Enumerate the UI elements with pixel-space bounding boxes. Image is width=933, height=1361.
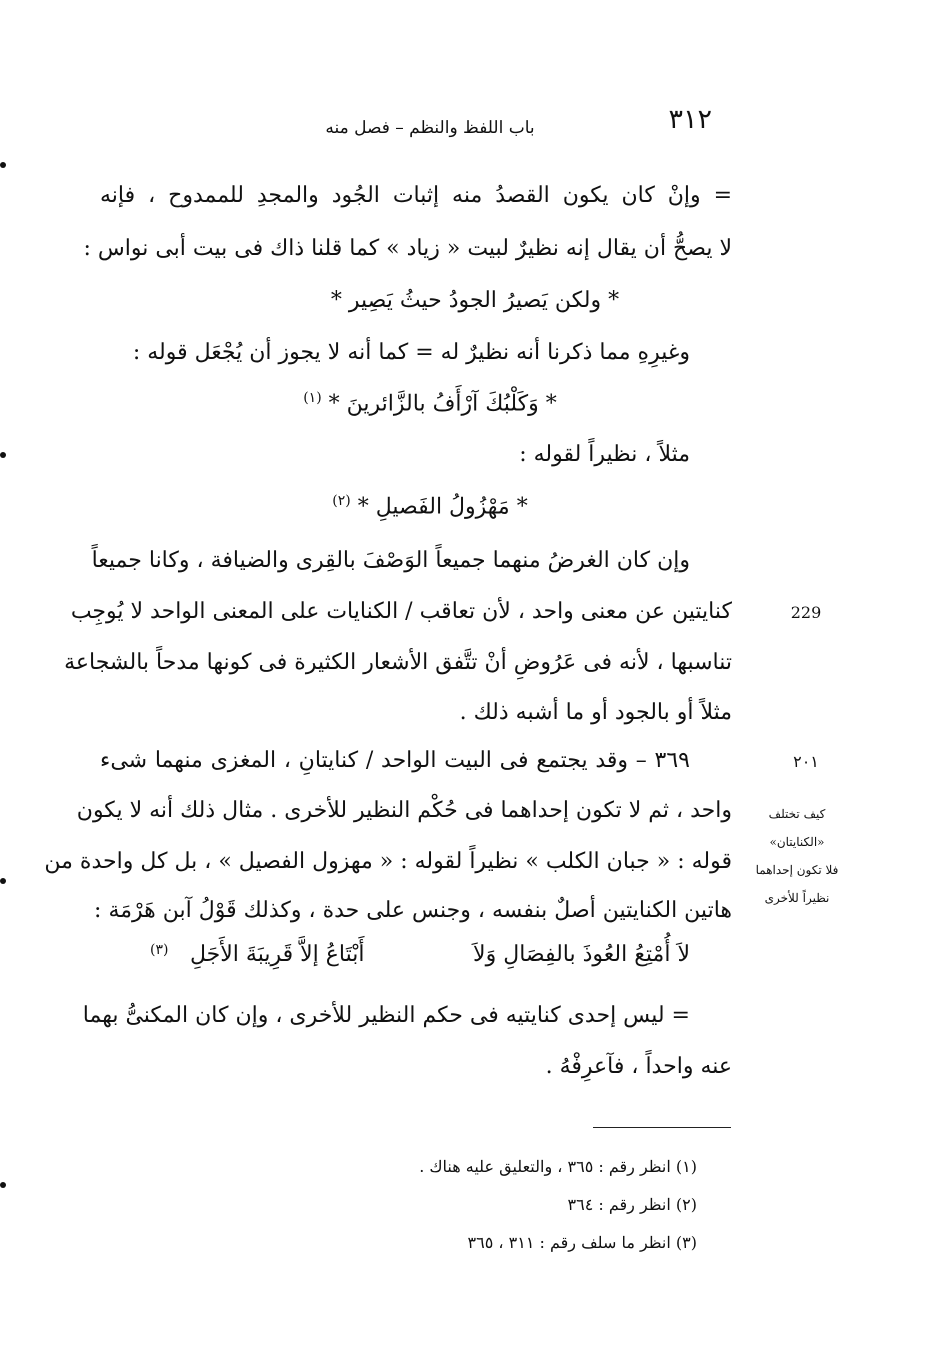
verse-2 [270,390,590,416]
page-number: ٣١٢ [668,104,712,135]
body-line-3: وغيرِهِ مما ذكرنا أنه نظيرٌ له = كما أنه لا يجوز أن يُجْعَل قوله : [132,340,690,365]
body-line-13: = ليس إحدى كنايتيه فى حكم النظير للأخرى ، وإن كان المكنىُّ بهما [82,1003,690,1028]
scan-edge-mark [0,878,6,884]
body-line-1: = وإنْ كان يكون القصدُ منه إثبات الجُود والمجدِ للممدوح ، فإنه [100,183,732,208]
margin-note-line-2: فلا تكون إحداهما [755,863,839,877]
scan-edge-mark [0,452,6,458]
body-line-5: وإن كان الغرضُ منهما جميعاً الوَصْفَ بالقِرى والضيافة ، وكانا جميعاً [91,548,690,573]
body-line-2: لا يصحُّ أن يقال إنه نظيرٌ لبيت « زياد » كما قلنا ذاك فى بيت أبى نواس : [83,236,732,261]
running-title: باب اللفظ والنظم – فصل منه [325,118,535,138]
verse-1: * ولكن يَصيرُ الجودُ حيثُ يَصِير * [330,288,620,313]
body-line-6: كنايتين عن معنى واحد ، لأن تعاقب / الكنايات على المعنى الواحد لا يُوجِب [70,599,732,624]
scan-edge-mark [0,162,6,168]
verse-3-text: * مَهْزُولُ الفَصيلِ * [357,494,528,520]
footnote-ref-1: (١) [303,390,322,406]
footnote-divider [593,1127,731,1128]
scan-edge-mark [0,1182,6,1188]
margin-note [742,800,852,912]
body-line-12: هاتين الكنايتين أصلٌ بنفسه ، وجنس على حدة ، وكذلك قَوْلُ آبن هَرْمَة : [94,898,732,923]
body-line-4: مثلاً ، نظيراً لقوله : [519,442,690,467]
body-line-7: تناسبها ، لأنه فى عَرُوضِ أنْ تتَّفق الأشعار الكثيرة فى كونها مدحاً بالشجاعة [64,650,732,675]
verse-3 [300,493,560,519]
body-line-9: ٣٦٩ – وقد يجتمع فى البيت الواحد / كنايتانِ ، المغزى منهما شىء [100,748,690,773]
section-number: ٢٠١ [793,752,819,771]
body-line-11: قوله : « جبان الكلب » نظيراً لقوله : « مهزول الفصيل » ، بل كل واحدة من [44,849,732,874]
footnote-ref-2: (٢) [332,493,351,509]
footnote-1: (١) انظر رقم : ٣٦٥ ، والتعليق عليه هناك . [419,1157,697,1176]
footnote-3: (٣) انظر ما سلف رقم : ٣١١ ، ٣٦٥ [467,1233,697,1252]
page-ref-229: 229 [790,603,822,622]
body-line-10: واحد ، ثم لا تكون إحداهما فى حُكْم النظير للأخرى . مثال ذلك أنه لا يكون [76,798,732,823]
body-line-14: عنه واحداً ، فآعرِفْهُ . [545,1054,732,1079]
footnote-ref-3: (٣) [150,942,169,958]
footnote-2: (٢) انظر رقم : ٣٦٤ [567,1195,697,1214]
margin-note-line-1: كيف تختلف «الكنايتان» [768,807,826,849]
margin-note-line-3: نظيراً للأخرى [764,891,830,905]
verse-4-first-hemistich: لاَ أُمْتِعُ العُوذَ بالفِصَالِ وَلاَ [473,942,690,967]
body-line-8: مثلاً أو بالجود أو ما أشبه ذلك . [459,700,732,725]
verse-4-second-hemistich: أَبْتَاعُ إلاَّ قَرِيبَةَ الأَجَلِ [190,942,365,967]
verse-2-text: * وَكَلْبُكَ آرْأَفُ بالزَّائرينَ * [328,391,557,417]
